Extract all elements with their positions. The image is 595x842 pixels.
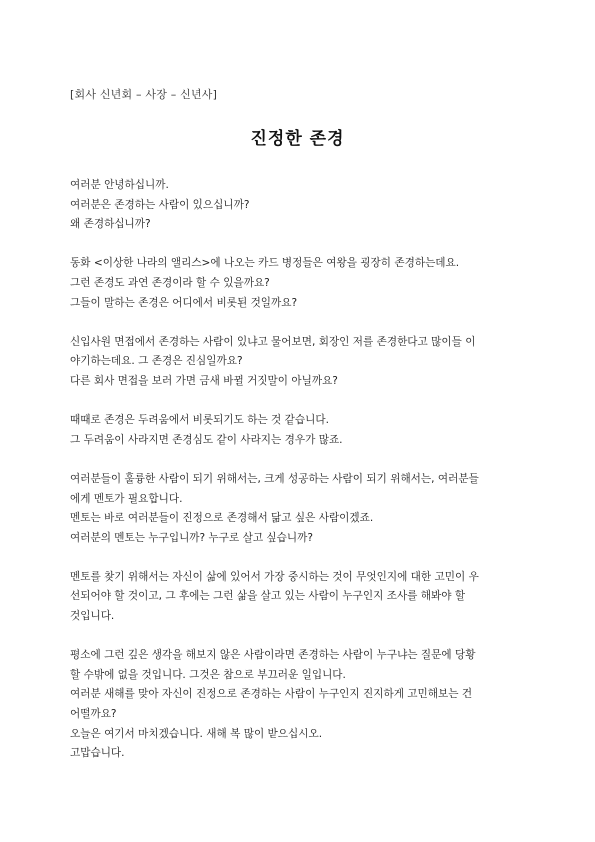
text-line: 여러분 안녕하십니까. [70, 179, 169, 191]
text-line: 야기하는데요. 그 존경은 진심일까요? [70, 355, 243, 368]
text-line: 다른 회사 면접을 보러 가면 금새 바뀔 거짓말이 아닐까요? [70, 374, 338, 387]
text-line: 왜 존경하십니까? [70, 218, 151, 231]
text-line: 할 수밖에 없을 것입니다. 그것은 참으로 부끄러운 일입니다. [70, 668, 346, 681]
text-line: 여러분은 존경하는 사람이 있으십니까? [70, 198, 250, 211]
text-line: 여러분 새해를 맞아 자신이 진정으로 존경하는 사람이 누구인지 진지하게 고민해보는 건 [70, 688, 473, 701]
text-line: 동화 <이상한 나라의 앨리스>에 나오는 카드 병정들은 여왕을 굉장히 존경하는데요. [70, 257, 460, 270]
text-line: 그런 존경도 과연 존경이라 할 수 있을까요? [70, 276, 270, 289]
text-line: 여러분의 멘토는 누구입니까? 누구로 살고 싶습니까? [70, 531, 313, 544]
text-line: 평소에 그런 깊은 생각을 해보지 않은 사람이라면 존경하는 사람이 누구냐는 질문에 당황 [70, 649, 476, 662]
text-line: 멘토를 찾기 위해서는 자신이 삶에 있어서 가장 중시하는 것이 무엇인지에 대한 고민이 우 [70, 570, 479, 583]
paragraph [70, 646, 526, 764]
text-line: 때때로 존경은 두려움에서 비롯되기도 하는 것 같습니다. [70, 414, 329, 427]
text-line: 여러분들이 훌륭한 사람이 되기 위해서는, 크게 성공하는 사람이 되기 위해서는, 여러분들 [70, 472, 479, 485]
text-line: 오늘은 여기서 마치겠습니다. 새해 복 많이 받으십시오. [70, 727, 323, 740]
paragraph [70, 568, 526, 627]
text-line: 고맙습니다. [70, 747, 125, 760]
text-line: 신입사원 면접에서 존경하는 사람이 있냐고 물어보면, 회장인 저를 존경한다고 많이들 이 [70, 335, 476, 348]
text-line: 그들이 말하는 존경은 어디에서 비롯된 것일까요? [70, 296, 298, 309]
page-title: 진정한 존경 [250, 129, 345, 149]
paragraph [70, 176, 526, 235]
text-line: 에게 멘토가 필요합니다. [70, 492, 183, 505]
paragraph [70, 333, 526, 392]
text-line: 것입니다. [70, 610, 115, 623]
text-line: 멘토는 바로 여러분들이 진정으로 존경해서 닮고 싶은 사람이겠죠. [70, 512, 374, 525]
text-line: 그 두려움이 사라지면 존경심도 같이 사라지는 경우가 많죠. [70, 433, 343, 446]
document-header: [회사 신년회 – 사장 – 신년사] [70, 88, 218, 101]
text-line: 어떨까요? [70, 708, 117, 721]
paragraph [70, 411, 526, 450]
paragraph [70, 254, 526, 313]
document-body [70, 176, 526, 783]
paragraph [70, 470, 526, 548]
text-line: 선되어야 할 것이고, 그 후에는 그런 삶을 살고 있는 사람이 누구인지 조사를 해봐야 할 [70, 590, 466, 603]
